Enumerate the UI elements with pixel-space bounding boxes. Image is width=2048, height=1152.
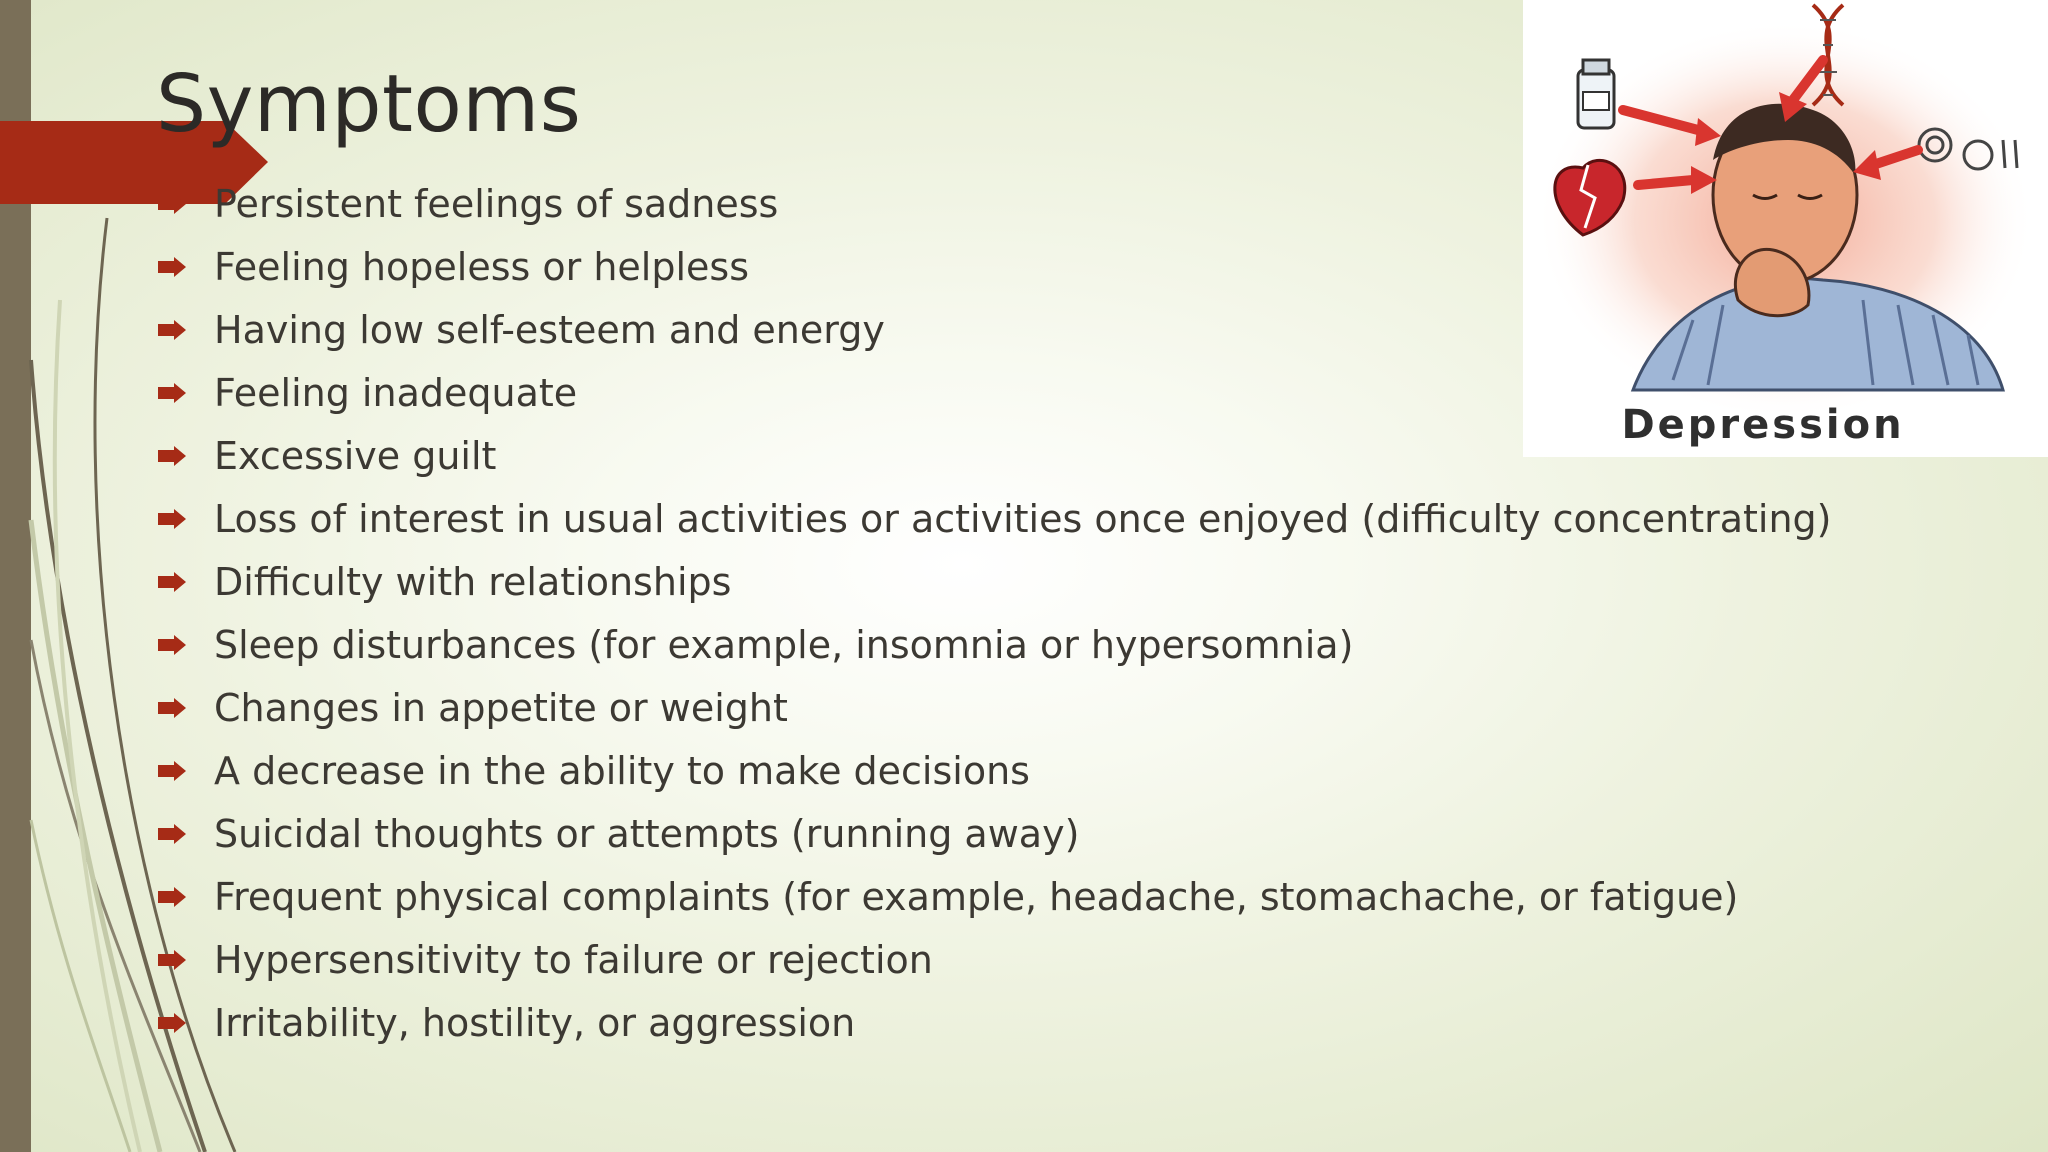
symptom-text: Difficulty with relationships xyxy=(214,560,732,604)
arrow-bullet-icon xyxy=(158,887,186,907)
symptom-text: Persistent feelings of sadness xyxy=(214,182,779,226)
arrow-bullet-icon xyxy=(158,320,186,340)
symptom-text: Irritability, hostility, or aggression xyxy=(214,1001,856,1045)
arrow-bullet-icon xyxy=(158,572,186,592)
symptom-text: Excessive guilt xyxy=(214,434,497,478)
symptom-text: Loss of interest in usual activities or activities once enjoyed (difficulty concentrating) xyxy=(214,497,1832,541)
depression-illustration xyxy=(1523,0,2048,457)
arrow-bullet-icon xyxy=(158,257,186,277)
symptom-text: Having low self-esteem and energy xyxy=(214,308,885,352)
illustration-drawing xyxy=(1523,0,2048,457)
medicine-bottle-icon xyxy=(1578,60,1614,128)
arrow-bullet-icon xyxy=(158,635,186,655)
arrow-bullet-icon xyxy=(158,761,186,781)
arrow-bullet-icon xyxy=(158,824,186,844)
symptom-text: Feeling hopeless or helpless xyxy=(214,245,750,289)
arrow-bullet-icon xyxy=(158,446,186,466)
arrow-bullet-icon xyxy=(158,509,186,529)
slide-title: Symptoms xyxy=(156,57,582,150)
symptom-text: A decrease in the ability to make decisions xyxy=(214,749,1030,793)
symptom-text: Frequent physical complaints (for example, headache, stomachache, or fatigue) xyxy=(214,875,1739,919)
arrow-bullet-icon xyxy=(158,194,186,214)
symptom-text: Sleep disturbances (for example, insomnia or hypersomnia) xyxy=(214,623,1354,667)
arrow-bullet-icon xyxy=(158,1013,186,1033)
illustration-caption: Depression xyxy=(1621,402,1905,448)
symptom-text: Suicidal thoughts or attempts (running away) xyxy=(214,812,1080,856)
symptom-text: Changes in appetite or weight xyxy=(214,686,788,730)
arrow-bullet-icon xyxy=(158,698,186,718)
symptom-text: Feeling inadequate xyxy=(214,371,578,415)
symptom-text: Hypersensitivity to failure or rejection xyxy=(214,938,933,982)
arrow-bullet-icon xyxy=(158,383,186,403)
arrow-bullet-icon xyxy=(158,950,186,970)
